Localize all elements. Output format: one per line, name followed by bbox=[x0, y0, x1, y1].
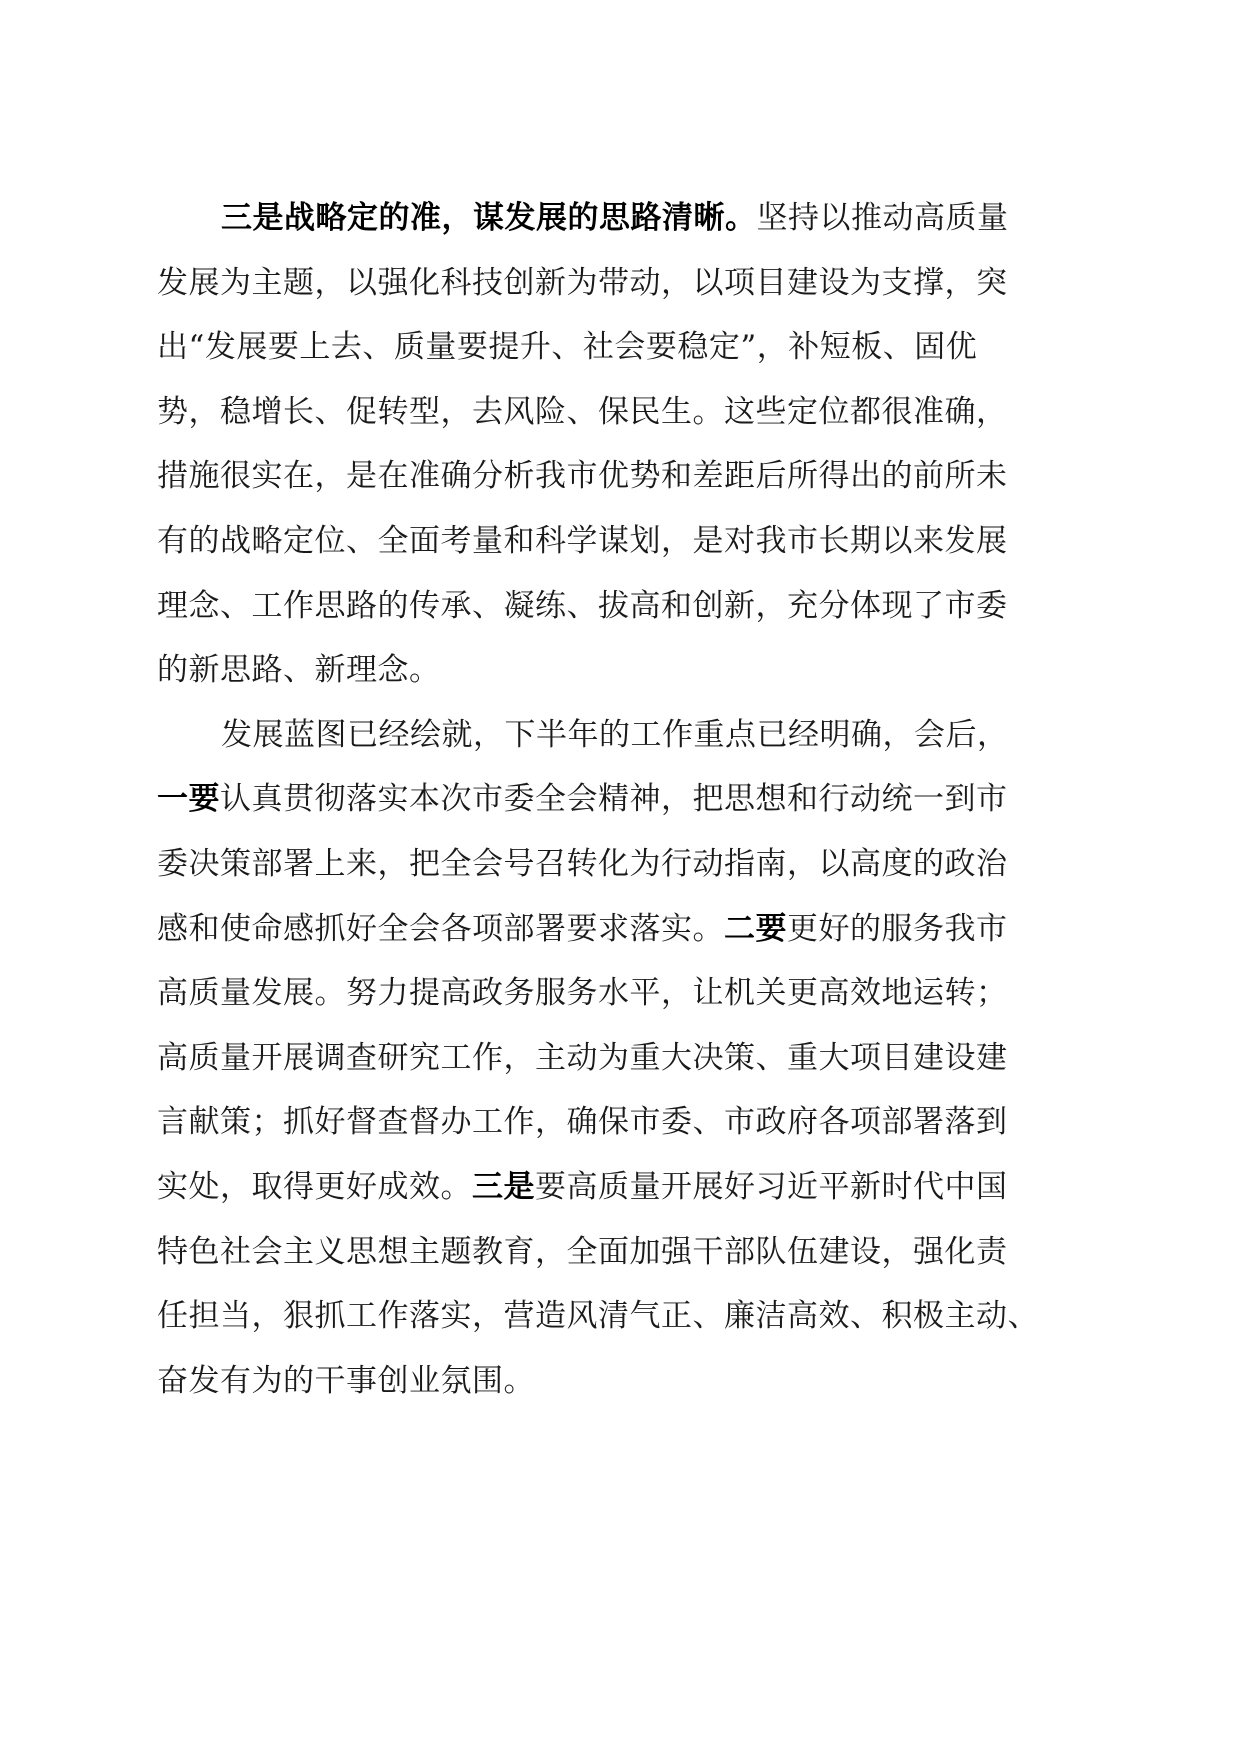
paragraph1-line1-rest: 坚持以推动高质量 bbox=[756, 200, 1009, 236]
paragraph1-lead-bold: 三是战略定的准，谋发展的思路清晰。 bbox=[221, 200, 757, 236]
paragraph1-line: 出“发展要上去、质量要提升、社会要稳定”，补短板、固优 bbox=[157, 329, 978, 366]
paragraph1-line: 措施很实在，是在准确分析我市优势和差距后所得出的前所未 bbox=[157, 458, 1008, 495]
paragraph2-line4 bbox=[157, 897, 1087, 962]
paragraph1-line: 理念、工作思路的传承、凝练、拔高和创新，充分体现了市委 bbox=[157, 587, 1008, 624]
paragraph2-line5: 高质量发展。努力提高政务服务水平，让机关更高效地运转； bbox=[157, 975, 1008, 1012]
paragraph2-line3: 委决策部署上来，把全会号召转化为行动指南，以高度的政治 bbox=[157, 845, 1008, 882]
point-two-marker: 二要 bbox=[724, 910, 787, 947]
point-one-marker: 一要 bbox=[157, 781, 220, 818]
paragraph2-line8 bbox=[157, 1155, 1087, 1220]
paragraph2-line9: 特色社会主义思想主题教育，全面加强干部队伍建设，强化责 bbox=[157, 1233, 1008, 1270]
paragraph2-line6: 高质量开展调查研究工作，主动为重大决策、重大项目建设建 bbox=[157, 1039, 1008, 1076]
paragraph2-line10: 任担当，狠抓工作落实，营造风清气正、廉洁高效、积极主动、 bbox=[157, 1298, 1039, 1335]
body-text bbox=[157, 186, 1087, 1413]
paragraph2-line4-start: 感和使命感抓好全会各项部署要求落实。 bbox=[157, 910, 724, 947]
paragraph1-line: 发展为主题，以强化科技创新为带动，以项目建设为支撑，突 bbox=[157, 264, 1008, 301]
paragraph2-line8-start: 实处，取得更好成效。 bbox=[157, 1168, 472, 1205]
paragraph2-line2-rest: 认真贯彻落实本次市委全会精神，把思想和行动统一到市 bbox=[220, 781, 1008, 818]
paragraph1-line: 势，稳增长、促转型，去风险、保民生。这些定位都很准确， bbox=[157, 393, 1008, 430]
paragraph2-line1: 发展蓝图已经绘就，下半年的工作重点已经明确，会后， bbox=[221, 716, 1009, 753]
paragraph2-line4-rest: 更好的服务我市 bbox=[787, 910, 1008, 947]
paragraph2-line8-rest: 要高质量开展好习近平新时代中国 bbox=[535, 1168, 1008, 1205]
paragraph1-line: 的新思路、新理念。 bbox=[157, 652, 441, 689]
paragraph2-line7: 言献策；抓好督查督办工作，确保市委、市政府各项部署落到 bbox=[157, 1104, 1008, 1141]
paragraph2-line11: 奋发有为的干事创业氛围。 bbox=[157, 1362, 535, 1399]
paragraph1-line: 有的战略定位、全面考量和科学谋划，是对我市长期以来发展 bbox=[157, 522, 1008, 559]
paragraph2-line2 bbox=[157, 767, 1087, 832]
paragraph1-line1 bbox=[157, 186, 1087, 251]
point-three-marker: 三是 bbox=[472, 1168, 535, 1205]
